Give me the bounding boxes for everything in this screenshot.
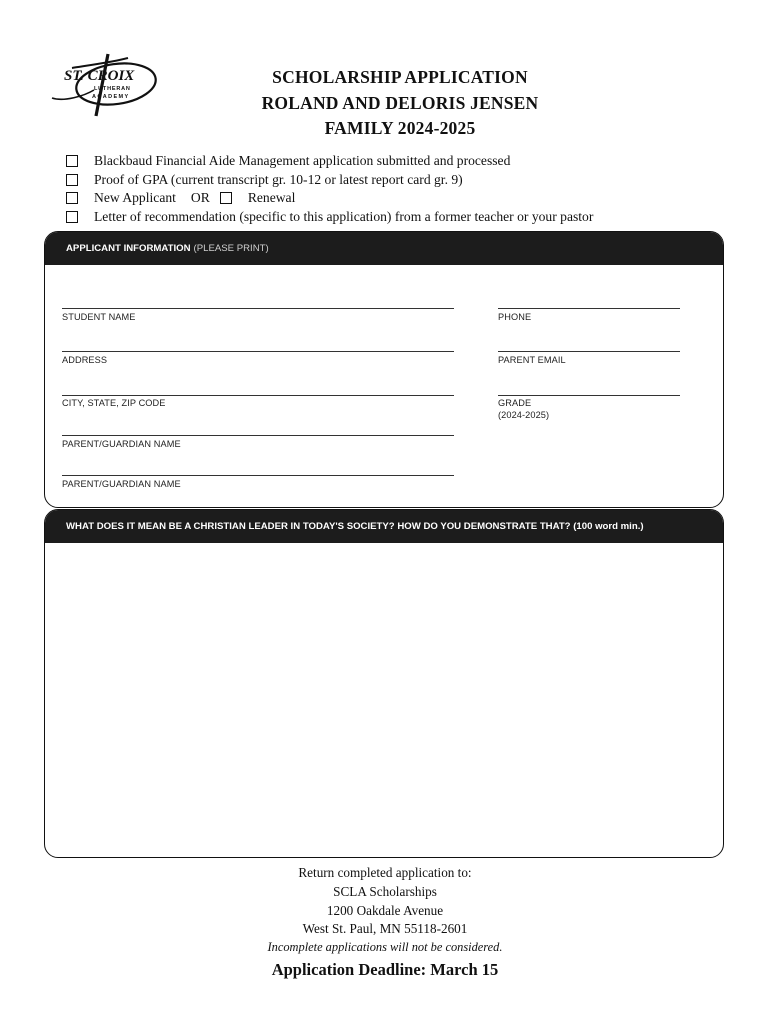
phone-field[interactable] xyxy=(498,308,680,309)
return-recipient: SCLA Scholarships xyxy=(333,884,437,899)
checklist-label: Letter of recommendation (specific to this application) from a former teacher or your pastor xyxy=(94,209,594,224)
title-line-2: ROLAND AND DELORIS JENSEN xyxy=(261,93,539,113)
essay-panel xyxy=(44,509,724,858)
applicant-info-subtitle: (PLEASE PRINT) xyxy=(193,243,269,254)
grade-label: GRADE xyxy=(498,398,532,408)
essay-response-area[interactable] xyxy=(45,543,723,857)
applicant-info-title: APPLICANT INFORMATION xyxy=(66,243,191,254)
logo-subtext-1: LUTHERAN xyxy=(94,86,131,92)
checkbox[interactable] xyxy=(66,192,78,204)
title-line-1: SCHOLARSHIP APPLICATION xyxy=(272,67,528,87)
essay-question: WHAT DOES IT MEAN BE A CHRISTIAN LEADER IN TODAY'S SOCIETY? HOW DO YOU DEMONSTRATE THAT? (100 word min.) xyxy=(66,521,644,532)
or-label: OR xyxy=(190,190,210,205)
address-label: ADDRESS xyxy=(62,355,108,365)
checkbox[interactable] xyxy=(66,155,78,167)
new-applicant-label: New Applicant xyxy=(94,190,176,205)
return-instructions: Return completed application to: xyxy=(298,865,472,880)
checkbox[interactable] xyxy=(66,174,78,186)
return-street: 1200 Oakdale Avenue xyxy=(326,903,444,918)
school-logo xyxy=(44,50,162,120)
applicant-info-header xyxy=(45,232,723,265)
logo-subtext-2: ACADEMY xyxy=(92,94,130,100)
guardian-1-label: PARENT/GUARDIAN NAME xyxy=(62,439,181,449)
checkbox[interactable] xyxy=(66,211,78,223)
application-deadline: Application Deadline: March 15 xyxy=(271,960,499,979)
student-name-field[interactable] xyxy=(62,308,454,309)
guardian-2-label: PARENT/GUARDIAN NAME xyxy=(62,479,181,489)
checklist-item xyxy=(66,208,593,226)
logo-text: ST. CROIX xyxy=(64,68,135,84)
grade-field[interactable] xyxy=(498,395,680,396)
applicant-info-panel xyxy=(44,231,724,508)
title-line-3: FAMILY 2024-2025 xyxy=(324,118,476,138)
renewal-label: Renewal xyxy=(247,190,296,205)
incomplete-note: Incomplete applications will not be considered. xyxy=(267,940,503,954)
phone-label: PHONE xyxy=(498,312,532,322)
checklist-item xyxy=(66,152,510,170)
renewal-checkbox[interactable] xyxy=(220,192,232,204)
parent-email-field[interactable] xyxy=(498,351,680,352)
checklist-item xyxy=(66,189,295,207)
checklist-label: Blackbaud Financial Aide Management application submitted and processed xyxy=(94,153,511,168)
checklist-item xyxy=(66,171,463,189)
essay-header xyxy=(45,510,723,543)
checklist-label: Proof of GPA (current transcript gr. 10-12 or latest report card gr. 9) xyxy=(94,172,463,187)
guardian-1-field[interactable] xyxy=(62,435,454,436)
city-state-zip-field[interactable] xyxy=(62,395,454,396)
guardian-2-field[interactable] xyxy=(62,475,454,476)
parent-email-label: PARENT EMAIL xyxy=(498,355,566,365)
student-name-label: STUDENT NAME xyxy=(62,312,136,322)
return-city: West St. Paul, MN 55118-2601 xyxy=(302,921,468,936)
grade-year-label: (2024-2025) xyxy=(498,410,550,420)
city-state-zip-label: CITY, STATE, ZIP CODE xyxy=(62,398,166,408)
address-field[interactable] xyxy=(62,351,454,352)
